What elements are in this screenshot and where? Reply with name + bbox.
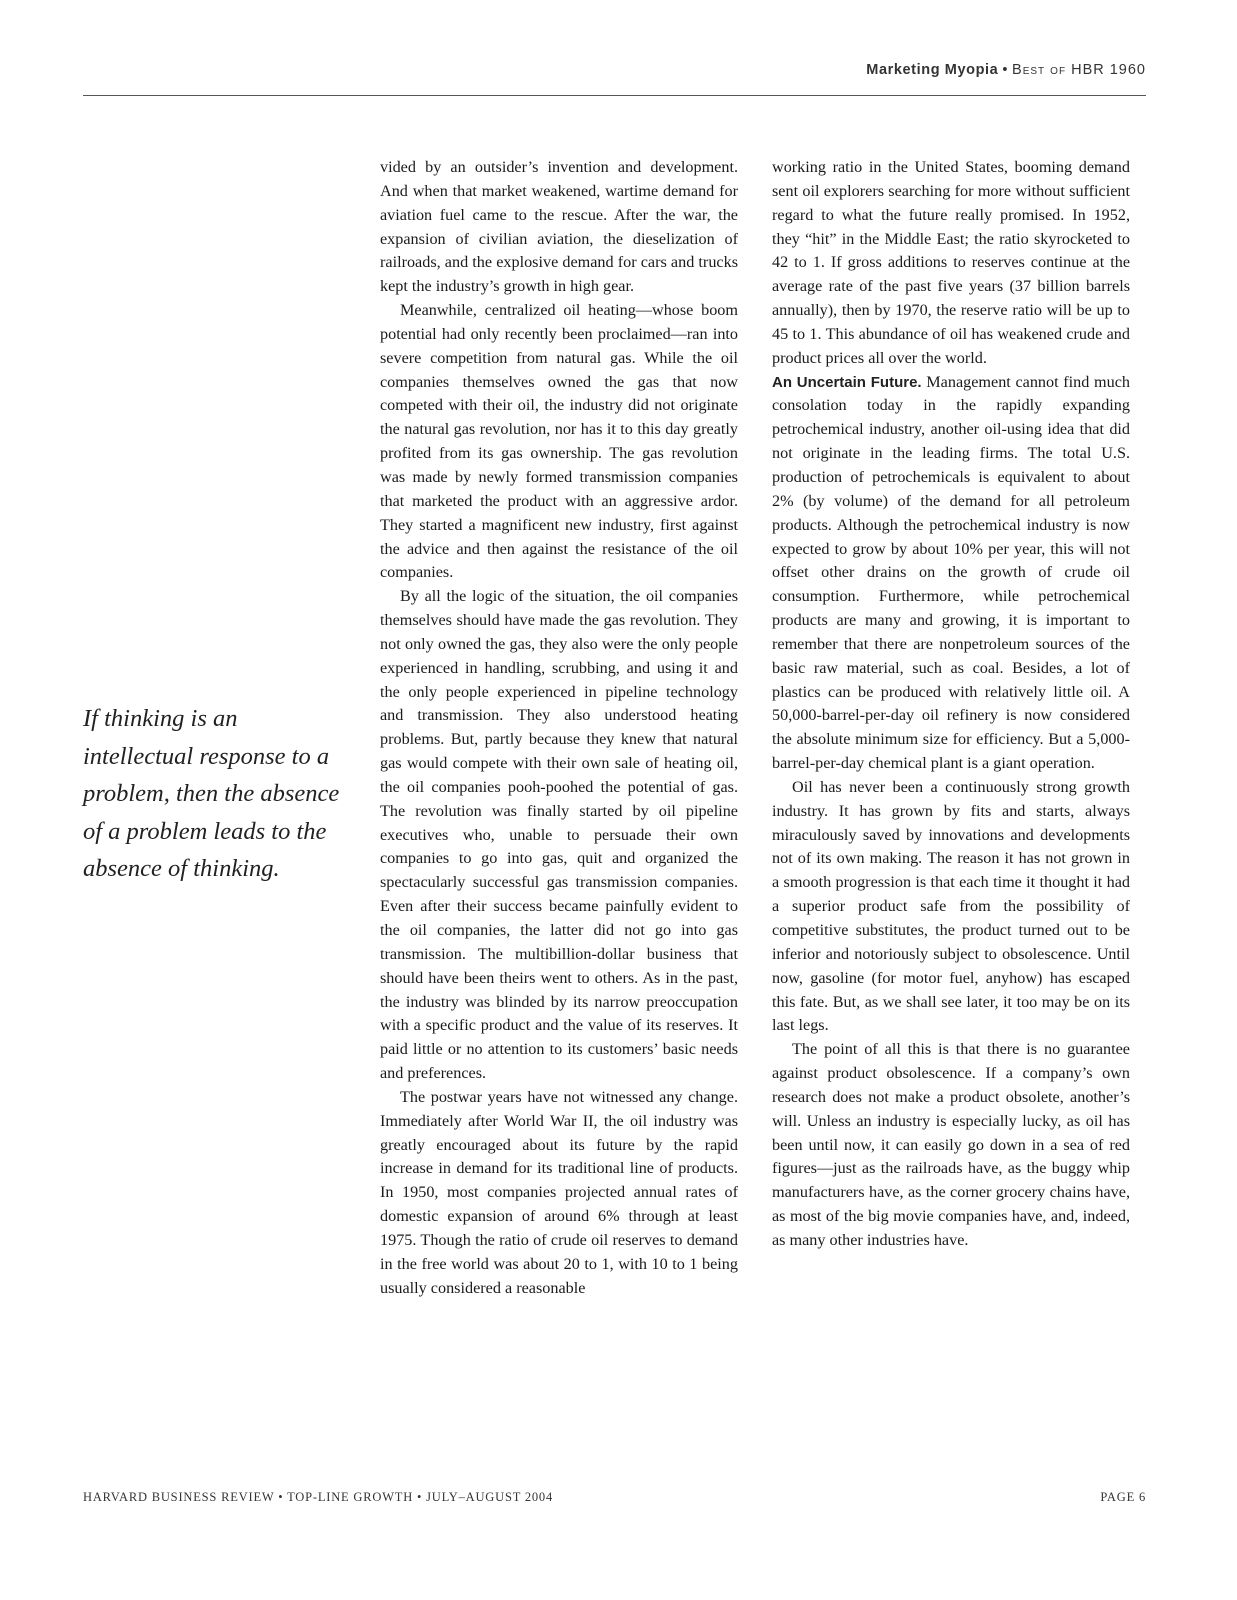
paragraph: vided by an outsider’s invention and development. And when that market weakened, wartime demand for aviation fuel came to the rescue. After the war, the expansion of civilian aviation, the dieselization of railroads, and the explosive demand for cars and trucks kept the industry’s growth in high gear.: [380, 158, 738, 296]
paragraph: Meanwhile, centralized oil heating—whose boom potential had only recently been proclaimed—ran into severe competition from natural gas. While the oil companies themselves owned the gas that now competed with their oil, the industry did not originate the natural gas revolution, nor has it to this day greatly profited from its gas ownership. The gas revolution was made by newly formed transmission companies that marketed the product with an aggressive ardor. They started a magnificent new industry, first against the advice and then against the resistance of the oil companies.: [380, 301, 738, 582]
footer-publication: HARVARD BUSINESS REVIEW • TOP-LINE GROWTH • JULY–AUGUST 2004: [83, 1490, 554, 1504]
text-column-right: [772, 156, 1130, 1253]
text-column-left: [380, 156, 738, 1301]
article-title: Marketing Myopia: [866, 62, 999, 78]
section-subhead: An Uncertain Future.: [772, 373, 922, 391]
paragraph: working ratio in the United States, booming demand sent oil explorers searching for more without sufficient regard to what the future really promised. In 1952, they “hit” in the Middle East; the ratio skyrocketed to 42 to 1. If gross additions to reserves continue at the average rate of the past five years (37 billion barrels annually), then by 1970, the reserve ratio will be up to 45 to 1. This abundance of oil has weakened crude and product prices all over the world.: [772, 158, 1130, 367]
paragraph-with-subhead: [772, 371, 1130, 776]
page-number: PAGE 6: [1100, 1490, 1146, 1504]
paragraph-text: Management cannot find much consolation today in the rapidly expanding petrochemical industry, another oil-using idea that did not originate in the leading firms. The total U.S. production of petrochemicals is equivalent to about 2% (by volume) of the demand for all petroleum products. Although the petrochemical industry is now expected to grow by about 10% per year, this will not offset other drains on the growth of crude oil consumption. Furthermore, while petrochemical products are many and growing, it is important to remember that there are nonpetroleum sources of the basic raw material, such as coal. Besides, a lot of plastics can be produced with relatively little oil. A 50,000-barrel-per-day oil refinery is now considered the absolute minimum size for efficiency. But a 5,000-barrel-per-day chemical plant is a giant operation.: [772, 372, 1130, 773]
header-separator: •: [1002, 62, 1009, 78]
paragraph: Oil has never been a continuously strong growth industry. It has grown by fits and starts, always miraculously saved by innovations and developments not of its own making. The reason it has not grown in a smooth progression is that each time it thought it had a superior product safe from the possibility of competitive substitutes, the product turned out to be inferior and notoriously subject to obsolescence. Until now, gasoline (for motor fuel, anyhow) has escaped this fate. But, as we shall see later, it too may be on its last legs.: [772, 777, 1130, 1035]
paragraph: The point of all this is that there is no guarantee against product obsolescence. If a company’s own research does not make a product obsolete, another’s will. Unless an industry is especially lucky, as oil has been until now, it can easily go down in a sea of red figures—just as the railroads have, as the buggy whip manufacturers have, as the corner grocery chains have, as most of the big movie companies have, and, indeed, as many other industries have.: [772, 1040, 1130, 1249]
paragraph: By all the logic of the situation, the oil companies themselves should have made the gas revolution. They not only owned the gas, they also were the only people experienced in handling, scrubbing, and using it and the only people experienced in pipeline technology and transmission. They also understood heating problems. But, partly because they knew that natural gas would compete with their own sale of heating oil, the oil companies pooh-poohed the potential of gas. The revolution was finally started by oil pipeline executives who, unable to persuade their own companies to go into gas, quit and organized the spectacularly successful gas transmission companies. Even after their success became painfully evident to the oil companies, the latter did not go into gas transmission. The multibillion-dollar business that should have been theirs went to others. As in the past, the industry was blinded by its narrow preoccupation with a specific product and the value of its reserves. It paid little or no attention to its customers’ basic needs and preferences.: [380, 587, 738, 1083]
paragraph: The postwar years have not witnessed any change. Immediately after World War II, the oil industry was greatly encouraged about its future by the rapid increase in demand for its traditional line of products. In 1950, most companies projected annual rates of domestic expansion of around 6% through at least 1975. Though the ratio of crude oil reserves to demand in the free world was about 20 to 1, with 10 to 1 being usually considered a reasonable: [380, 1087, 738, 1297]
section-label: Best of HBR 1960: [1012, 62, 1146, 78]
pull-quote: If thinking is an intellectual response to a problem, then the absence of a problem leads to the absence of thinking.: [83, 705, 340, 882]
running-header: [83, 62, 1146, 78]
header-rule: [83, 95, 1146, 96]
